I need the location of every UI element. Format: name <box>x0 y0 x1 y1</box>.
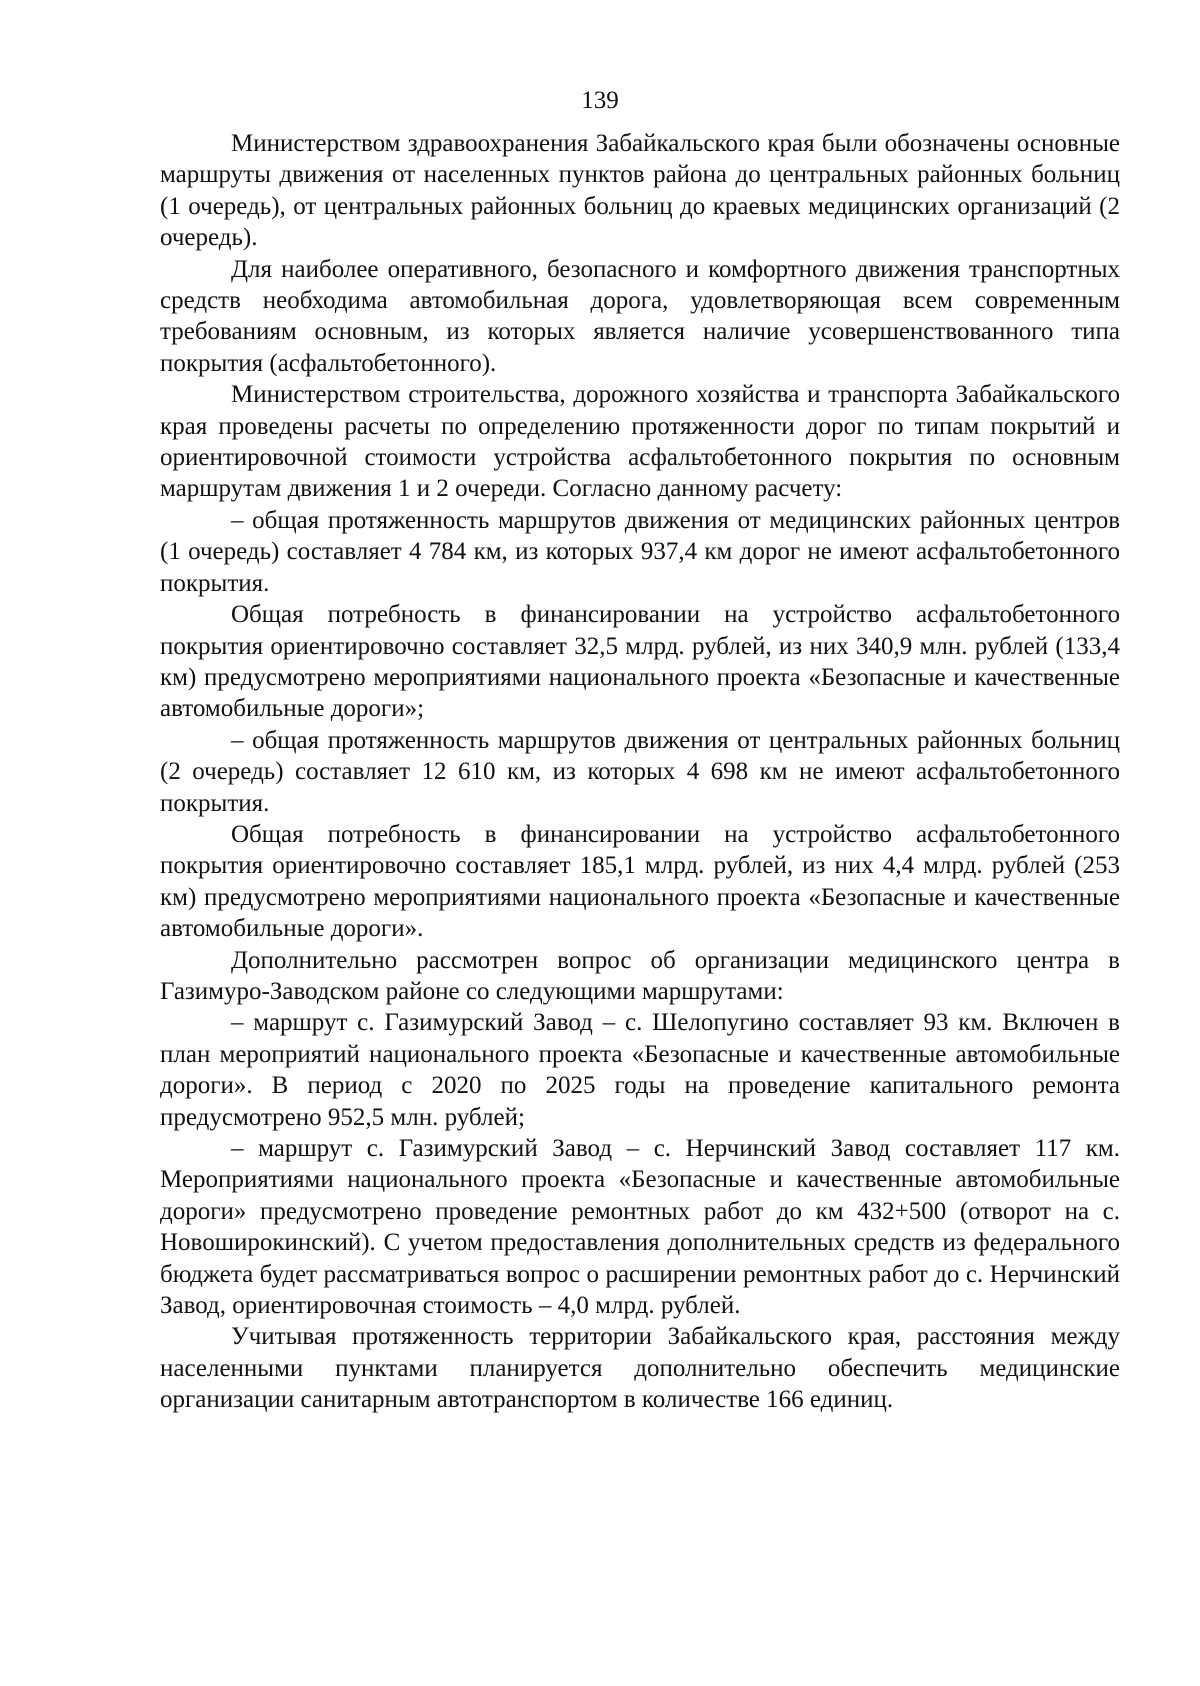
paragraph: – общая протяженность маршрутов движения от медицинских районных центров (1 очередь) составляет 4 784 км, из которых 937,4 км дорог не имеют асфальтобетонного покрытия. <box>160 506 1120 597</box>
paragraph: Для наиболее оперативного, безопасного и комфортного движения транспортных средств необходима автомобильная дорога, удовлетворяющая всем современным требованиям основным, из которых является наличие усовершенствованного типа покрытия (асфальтобетонного). <box>160 255 1120 377</box>
paragraph: Общая потребность в финансировании на устройство асфальтобетонного покрытия ориентировочно составляет 32,5 млрд. рублей, из них 340,9 млн. рублей (133,4 км) предусмотрено мероприятиями национального проекта «Безопасные и качественные автомобильные дороги»; <box>160 601 1120 723</box>
paragraph: Министерством здравоохранения Забайкальского края были обозначены основные маршруты движения от населенных пунктов района до центральных районных больниц (1 очередь), от центральных районных больниц до краевых медицинских организаций (2 очередь). <box>160 130 1120 252</box>
paragraph: – маршрут с. Газимурский Завод – с. Нерчинский Завод составляет 117 км. Мероприятиями национального проекта «Безопасные и качественные автомобильные дороги» предусмотрено проведение ремонтных работ до км 432+500 (отворот на с. Новоширокинский). С учетом предоставления дополнительных средств из федерального бюджета будет рассматриваться вопрос о расширении ремонтных работ до с. Нерчинский Завод, ориентировочная стоимость – 4,0 млрд. рублей. <box>160 1135 1120 1320</box>
paragraph: Дополнительно рассмотрен вопрос об организации медицинского центра в Газимуро-Заводском районе со следующими маршрутами: <box>160 946 1120 1005</box>
paragraph: – маршрут с. Газимурский Завод – с. Шелопугино составляет 93 км. Включен в план мероприятий национального проекта «Безопасные и качественные автомобильные дороги». В период с 2020 по 2025 годы на проведение капитального ремонта предусмотрено 952,5 млн. рублей; <box>160 1009 1120 1131</box>
paragraph: Общая потребность в финансировании на устройство асфальтобетонного покрытия ориентировочно составляет 185,1 млрд. рублей, из них 4,4 млрд. рублей (253 км) предусмотрено мероприятиями национального проекта «Безопасные и качественные автомобильные дороги». <box>160 820 1120 943</box>
paragraph: – общая протяженность маршрутов движения от центральных районных больниц (2 очередь) составляет 12 610 км, из которых 4 698 км не имеют асфальтобетонного покрытия. <box>160 726 1120 817</box>
page-number: 139 <box>581 87 619 114</box>
document-body <box>160 128 1120 1416</box>
paragraph: Учитывая протяженность территории Забайкальского края, расстояния между населенными пунктами планируется дополнительно обеспечить медицинские организации санитарным автотранспортом в количестве 166 единиц. <box>160 1323 1120 1414</box>
paragraph: Министерством строительства, дорожного хозяйства и транспорта Забайкальского края проведены расчеты по определению протяженности дорог по типам покрытий и ориентировочной стоимости устройства асфальтобетонного покрытия по основным маршрутам движения 1 и 2 очереди. Согласно данному расчету: <box>160 381 1120 503</box>
